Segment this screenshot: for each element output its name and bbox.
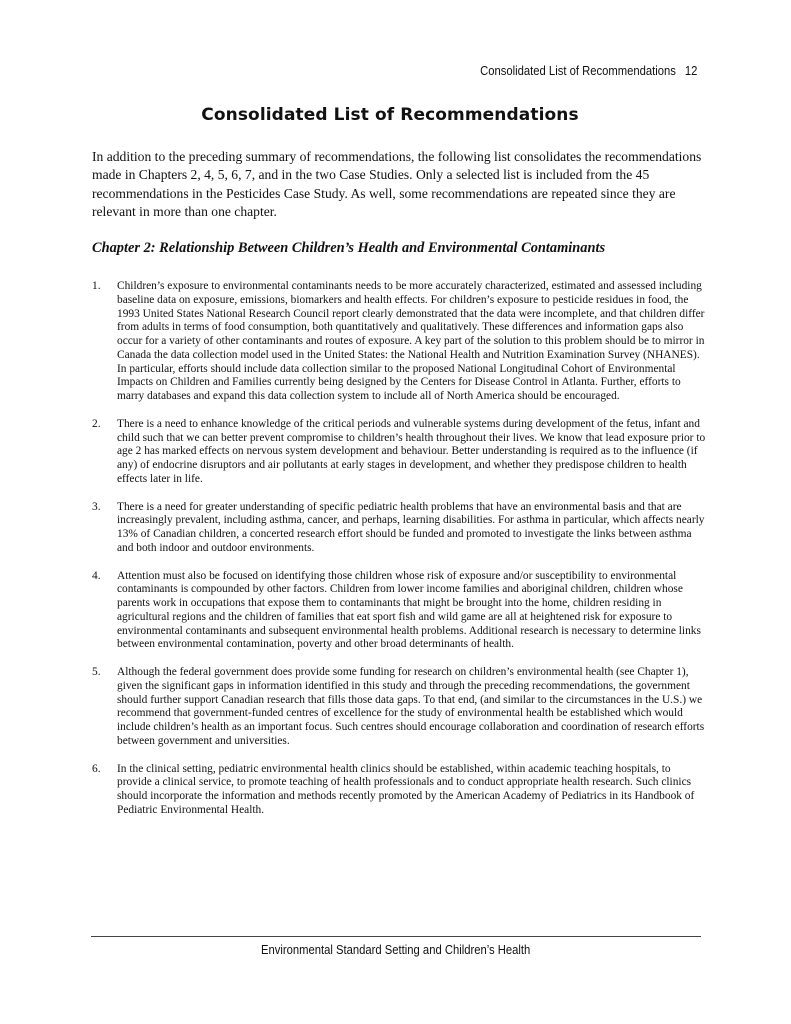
recommendation-number: 5.: [92, 666, 101, 678]
recommendation-item: [92, 418, 706, 487]
running-header-title: Consolidated List of Recommendations: [479, 64, 676, 78]
recommendation-text: There is a need to enhance knowledge of the critical periods and vulnerable systems during development of the fetus, infant and child such that we can better prevent compromise to children’s health throughout their lives. We know that lead exposure prior to age 2 has marked effects on nervous system development and behaviour. Better understanding is required as to the influence (if any) of endocrine disruptors and air pollutants at early stages in development, and whether they predispose children to health effects later in life.: [117, 417, 706, 485]
recommendation-number: 3.: [92, 500, 101, 513]
recommendation-text: There is a need for greater understanding of specific pediatric health problems that have an environmental basis and that are increasingly prevalent, including asthma, cancer, and perhaps, learning disabilities. For asthma in particular, which affects nearly 13% of Canadian children, a concerted research effort should be funded and promoted to investigate the links between asthma and both indoor and outdoor environments.: [117, 500, 705, 554]
recommendation-item: [92, 666, 706, 749]
recommendation-text: Children’s exposure to environmental contaminants needs to be more accurately characterized, estimated and assessed including baseline data on exposure, emissions, biomarkers and health effects. For children’s exposure to pesticide residues in food, the 1993 United States National Research Council report clearly demonstrated that the data were incomplete, and that children differ from adults in terms of food consumption, both quantitatively and qualitatively. These differences and information gaps also occur for a variety of other contaminants and routes of exposure. A key part of the solution to this problem should be to mirror in Canada the data collection model used in the United States: the National Health and Nutrition Examination Survey (NHANES). In particular, efforts should include data collection similar to the proposed National Longitudinal Cohort of Environmental Impacts on Children and Families currently being designed by the Centers for Disease Control in Atlanta. Further, efforts to marry databases and expand this data collection system to include all of North America should be encouraged.: [117, 280, 705, 402]
recommendation-list: [92, 280, 706, 832]
recommendation-item: [92, 280, 706, 404]
recommendation-number: 6.: [92, 762, 101, 775]
recommendation-item: [92, 763, 706, 818]
recommendation-number: 1.: [92, 280, 101, 292]
page-title: Consolidated List of Recommendations: [201, 105, 579, 126]
recommendation-number: 4.: [92, 569, 101, 582]
intro-paragraph: In addition to the preceding summary of recommendations, the following list consolidates the recommendations made in Chapters 2, 4, 5, 6, 7, and in the two Case Studies. Only a selected list is included from the 45 recommendations in the Pesticides Case Study. As well, some recommendations are repeated since they are relevant in more than one chapter.: [92, 149, 702, 220]
running-header: [480, 64, 697, 78]
recommendation-text: In the clinical setting, pediatric environmental health clinics should be established, within academic teaching hospitals, to provide a clinical service, to promote teaching of health professionals and to conduct appropriate health research. Such clinics should incorporate the information and methods recently promoted by the American Academy of Pediatrics in its Handbook of Pediatric Environmental Health.: [117, 762, 695, 816]
recommendation-text: Attention must also be focused on identifying those children whose risk of exposure and/or susceptibility to environmental contaminants is compounded by other factors. Children from lower income families and aboriginal children, children whose parents work in occupations that expose them to contaminants that might be brought into the home, children residing in agricultural regions and the children of families that eat sport fish and wild game are all at heightened risk for exposure to environmental contaminants and subsequent environmental health problems. Additional research is necessary to determine links between environmental contamination, poverty and other broad determinants of health.: [117, 569, 701, 651]
footer-divider: [91, 936, 701, 937]
footer-text: Environmental Standard Setting and Children’s Health: [260, 943, 531, 957]
recommendation-number: 2.: [92, 417, 101, 430]
recommendation-text: Although the federal government does provide some funding for research on children’s environmental health (see Chapter 1), given the significant gaps in information identified in this study and through the preceding recommendations, the government should further support Canadian research that fills those data gaps. To that end, (and similar to the circumstances in the U.S.) we recommend that government-funded centres of excellence for the study of environmental health be established which would include children’s health as an important focus. Such centres should encourage collaboration and coordination of research efforts between government and universities.: [117, 666, 705, 747]
recommendation-item: [92, 501, 706, 556]
recommendation-item: [92, 570, 706, 653]
page-number: 12: [684, 64, 697, 78]
chapter-heading: Chapter 2: Relationship Between Children’s Health and Environmental Contaminants: [92, 240, 606, 256]
running-footer: [0, 943, 791, 957]
